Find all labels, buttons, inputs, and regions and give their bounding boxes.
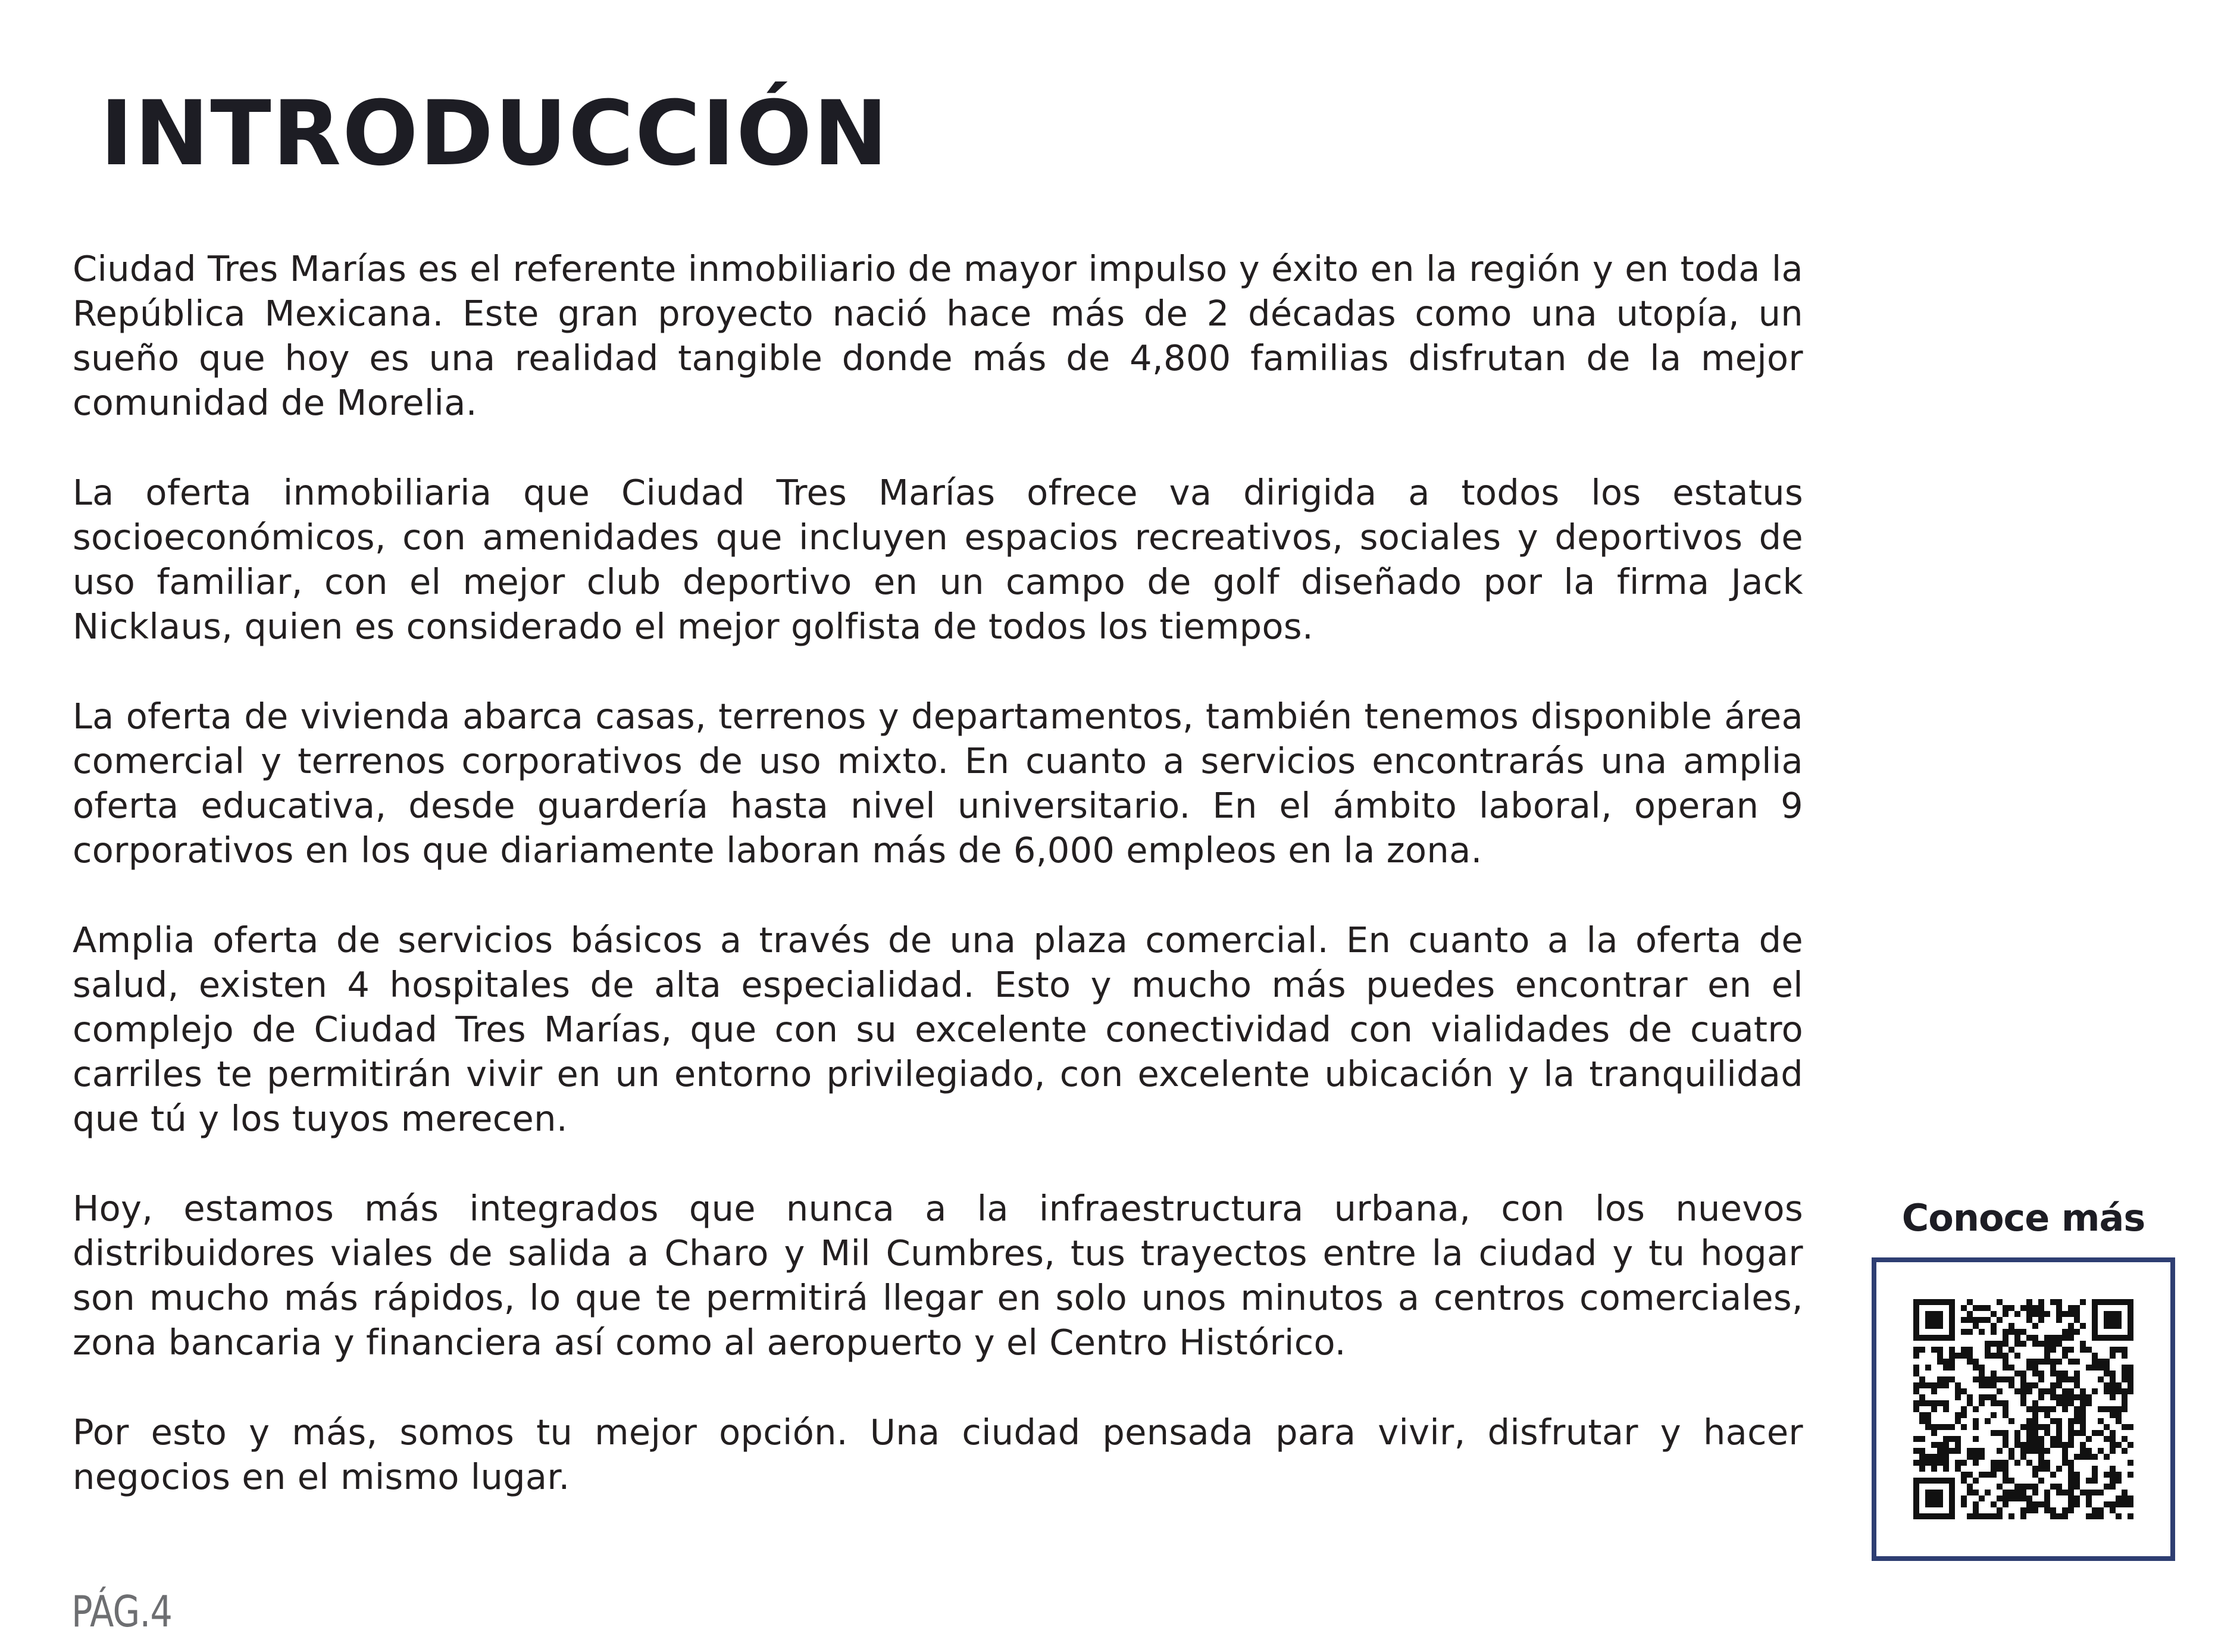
qr-frame[interactable]	[1872, 1257, 2175, 1561]
paragraph: Amplia oferta de servicios básicos a través de una plaza comercial. En cuanto a la oferta de salud, existen 4 hospitales de alta especialidad. Esto y mucho más puedes encontrar en el complejo de Ciudad Tres Marías, que con su excelente conectividad con vialidades de cuatro carriles te permitirán vivir en un entorno privilegiado, con excelente ubicación y la tranquilidad que tú y los tuyos merecen.	[73, 919, 1803, 1139]
body-text	[73, 246, 1803, 1544]
paragraph: La oferta inmobiliaria que Ciudad Tres Marías ofrece va dirigida a todos los estatus socioeconómicos, con amenidades que incluyen espacios recreativos, sociales y deportivos de uso familiar, con el mejor club deportivo en un campo de golf diseñado por la firma Jack Nicklaus, quien es considerado el mejor golfista de todos los tiempos.	[73, 472, 1803, 647]
paragraph: Hoy, estamos más integrados que nunca a la infraestructura urbana, con los nuevos distribuidores viales de salida a Charo y Mil Cumbres, tus trayectos entre la ciudad y tu hogar son mucho más rápidos, lo que te permitirá llegar en solo unos minutos a centros comerciales, zona bancaria y financiera así como al aeropuerto y el Centro Histórico.	[73, 1188, 1803, 1363]
paragraph: Ciudad Tres Marías es el referente inmobiliario de mayor impulso y éxito en la región y en toda la República Mexicana. Este gran proyecto nació hace más de 2 décadas como una utopía, un sueño que hoy es una realidad tangible donde más de 4,800 familias disfrutan de la mejor comunidad de Morelia.	[73, 248, 1803, 423]
qr-label: Conoce más	[1901, 1196, 2145, 1240]
page-title: INTRODUCCIÓN	[100, 82, 890, 186]
qr-code-icon[interactable]	[1913, 1299, 2133, 1519]
page-number: PÁG.4	[71, 1587, 173, 1637]
qr-block[interactable]	[1872, 1196, 2175, 1561]
paragraph: La oferta de vivienda abarca casas, terrenos y departamentos, también tenemos disponible área comercial y terrenos corporativos de uso mixto. En cuanto a servicios encontrarás una amplia oferta educativa, desde guardería hasta nivel universitario. En el ámbito laboral, operan 9 corporativos en los que diariamente laboran más de 6,000 empleos en la zona.	[73, 696, 1803, 871]
paragraph: Por esto y más, somos tu mejor opción. Una ciudad pensada para vivir, disfrutar y hacer negocios en el mismo lugar.	[73, 1412, 1803, 1497]
